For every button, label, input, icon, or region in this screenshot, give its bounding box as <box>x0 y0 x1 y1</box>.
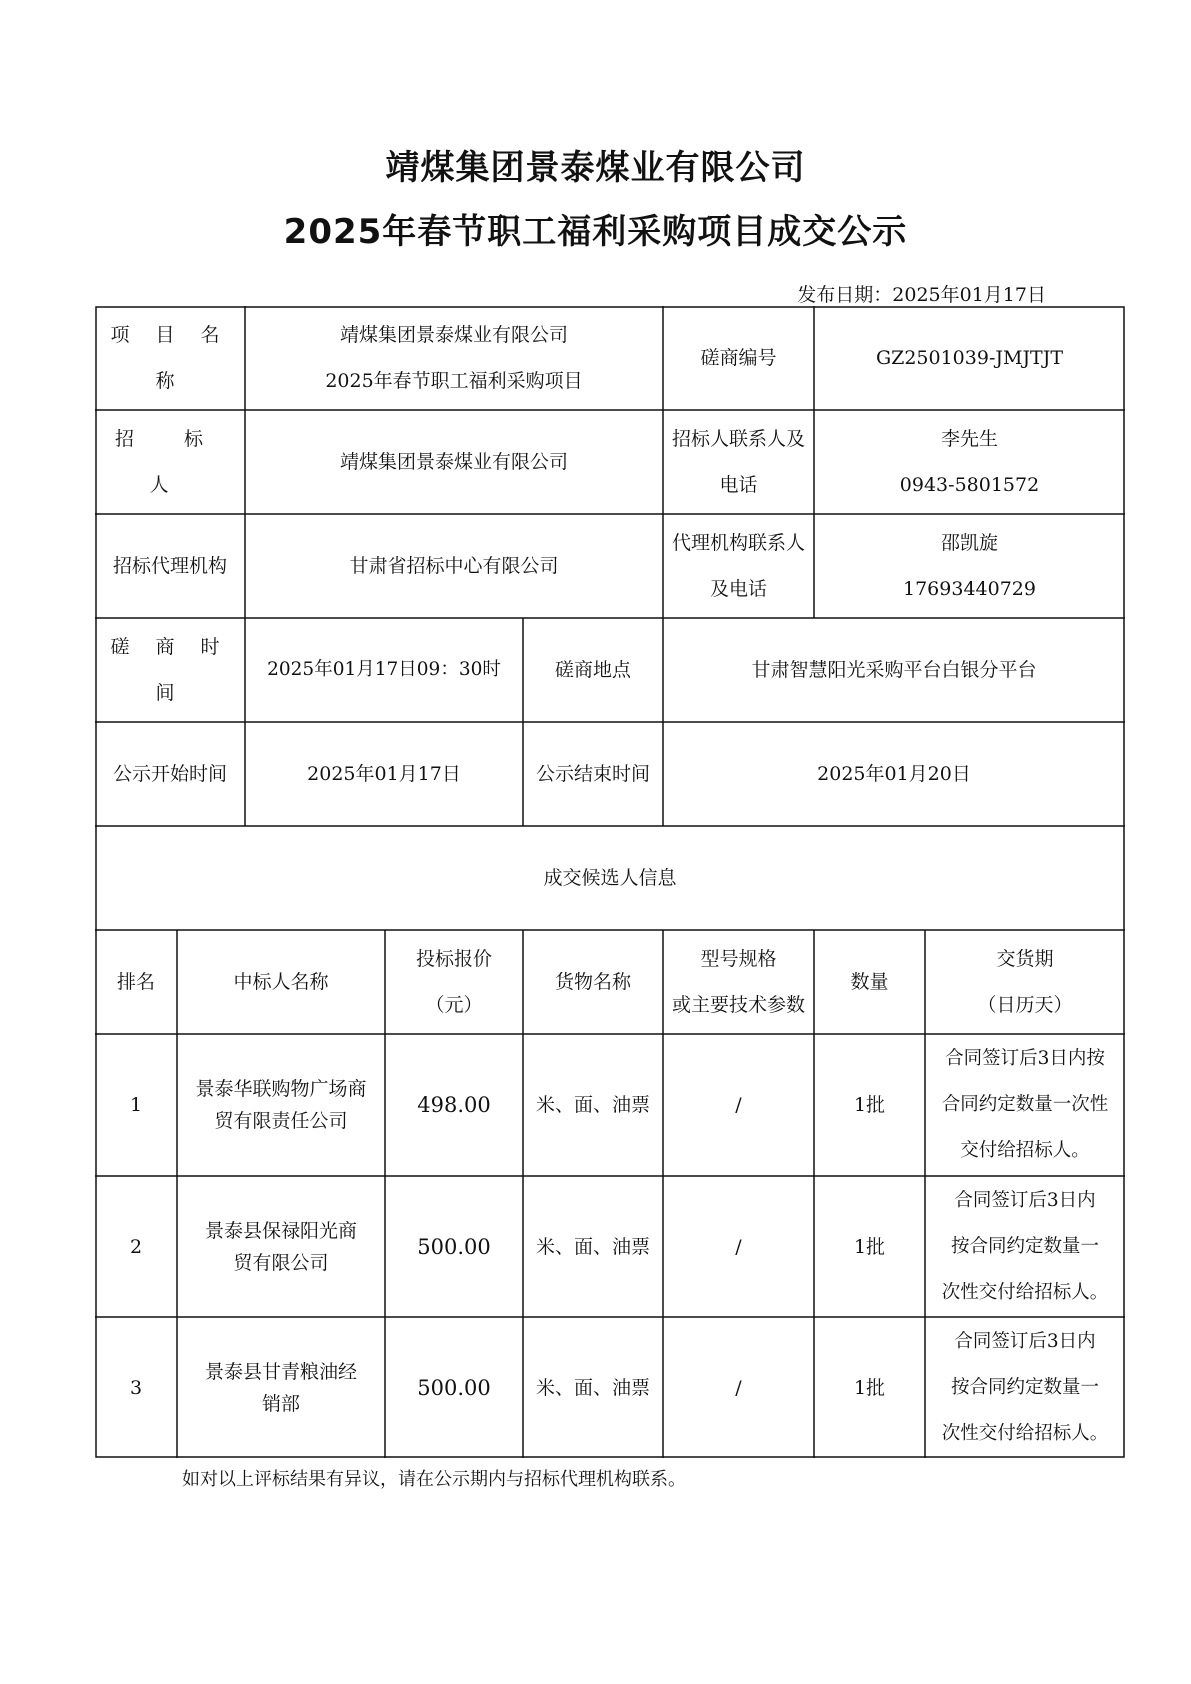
document-title-line-2: 2025年春节职工福利采购项目成交公示 <box>283 212 908 252</box>
tenderer-value: 靖煤集团景泰煤业有限公司 <box>339 451 568 473</box>
header-winner-name: 中标人名称 <box>233 971 329 993</box>
notice-end-label: 公示结束时间 <box>535 763 650 785</box>
table-row-winner-name: 景泰县保禄阳光商 贸有限公司 <box>204 1219 357 1274</box>
objection-footnote: 如对以上评标结果有异议，请在公示期内与招标代理机构联系。 <box>182 1469 686 1490</box>
table-row-rank: 3 <box>129 1376 143 1399</box>
negotiation-time-label: 磋 商 时 间 <box>110 636 230 704</box>
tenderer-contact-value: 李先生 0943-5801572 <box>899 428 1040 496</box>
table-row-quantity: 1批 <box>853 1235 886 1258</box>
table-row-rank: 2 <box>129 1235 143 1258</box>
agency-contact-label: 代理机构联系人 及电话 <box>671 532 805 600</box>
table-row-winner-name: 景泰华联购物广场商 贸有限责任公司 <box>195 1078 367 1132</box>
table-row-spec: / <box>735 1235 742 1258</box>
tenderer-label: 招 标 人 <box>114 428 226 496</box>
agency-contact-value: 邵凯旋 17693440729 <box>903 532 1036 600</box>
agency-value: 甘肃省招标中心有限公司 <box>349 555 559 577</box>
table-row-spec: / <box>735 1376 742 1399</box>
document-title-line-1: 靖煤集团景泰煤业有限公司 <box>385 148 806 188</box>
table-row-price: 500.00 <box>417 1234 491 1259</box>
header-delivery: 交货期 （日历天） <box>977 948 1073 1016</box>
table-row-delivery: 合同签订后3日内 按合同约定数量一 次性交付给招标人。 <box>941 1189 1109 1303</box>
notice-end-value: 2025年01月20日 <box>817 763 971 785</box>
publish-date: 发布日期：2025年01月17日 <box>797 284 1046 306</box>
table-row-price: 500.00 <box>417 1375 491 1400</box>
table-row-goods: 米、面、油票 <box>535 1376 650 1399</box>
negotiation-no-value: GZ2501039-JMJTJT <box>875 347 1064 369</box>
negotiation-place-value: 甘肃智慧阳光采购平台白银分平台 <box>751 659 1037 681</box>
candidates-section-title: 成交候选人信息 <box>543 867 677 889</box>
table-row-goods: 米、面、油票 <box>535 1094 650 1116</box>
tenderer-contact-label: 招标人联系人及 电话 <box>671 428 805 496</box>
table-row-delivery: 合同签订后3日内按 合同约定数量一次性 交付给招标人。 <box>941 1048 1109 1161</box>
notice-table <box>95 306 1125 1458</box>
table-row-quantity: 1批 <box>853 1376 886 1399</box>
notice-start-value: 2025年01月17日 <box>307 763 461 785</box>
header-spec: 型号规格 或主要技术参数 <box>671 948 805 1016</box>
table-row-winner-name: 景泰县甘青粮油经 销部 <box>204 1360 357 1415</box>
table-row-spec: / <box>735 1094 742 1116</box>
negotiation-place-label: 磋商地点 <box>554 659 631 681</box>
negotiation-time-value: 2025年01月17日09：30时 <box>267 659 501 680</box>
table-row-price: 498.00 <box>417 1093 491 1117</box>
notice-start-label: 公示开始时间 <box>112 763 227 785</box>
table-row-quantity: 1批 <box>853 1094 886 1116</box>
table-row-rank: 1 <box>129 1094 143 1116</box>
project-name-value: 靖煤集团景泰煤业有限公司 2025年春节职工福利采购项目 <box>325 324 583 392</box>
header-quantity: 数量 <box>850 971 889 993</box>
agency-label: 招标代理机构 <box>112 555 227 577</box>
negotiation-no-label: 磋商编号 <box>700 347 777 369</box>
table-row-goods: 米、面、油票 <box>535 1235 650 1258</box>
header-rank: 排名 <box>116 971 155 993</box>
header-goods-name: 货物名称 <box>554 971 631 993</box>
table-row-delivery: 合同签订后3日内 按合同约定数量一 次性交付给招标人。 <box>941 1330 1109 1444</box>
project-name-label: 项 目 名 称 <box>110 324 230 392</box>
header-bid-price: 投标报价 （元） <box>415 948 492 1016</box>
